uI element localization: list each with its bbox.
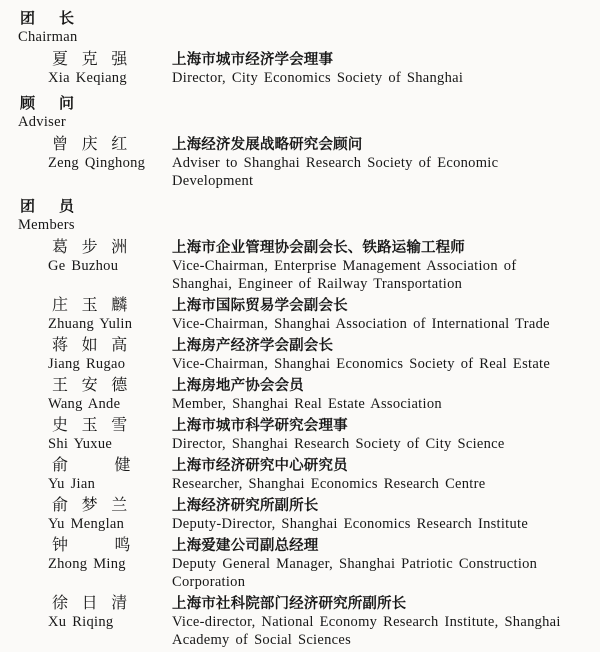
member-title-en: Vice-Chairman, Shanghai Association of International Trade <box>172 316 550 332</box>
member-name-zh: 徐 日 清 <box>52 595 133 612</box>
entry-name-column <box>0 537 172 573</box>
member-entry <box>0 537 594 591</box>
entry-title-column <box>172 297 577 333</box>
section-heading-zh: 顾 问 <box>20 96 79 112</box>
member-title-zh: 上海市企业管理协会副会长、铁路运输工程师 <box>172 240 465 256</box>
member-name-zh: 俞 健 <box>52 457 136 474</box>
member-entry <box>0 457 594 493</box>
member-title-en: Director, City Economics Society of Shanghai <box>172 70 464 86</box>
entry-title-column <box>172 497 577 533</box>
member-title-en: Deputy-Director, Shanghai Economics Research Institute <box>172 516 529 532</box>
member-name-en: Zhuang Yulin <box>48 316 133 332</box>
member-entry <box>0 497 594 533</box>
entry-name-column <box>0 136 172 172</box>
member-title-zh: 上海房产经济学会副会长 <box>172 338 334 354</box>
member-title-zh: 上海市社科院部门经济研究所副所长 <box>172 596 407 612</box>
entry-title-column <box>172 595 577 649</box>
member-name-en: Zeng Qinghong <box>48 155 146 171</box>
member-entry <box>0 337 594 373</box>
entry-title-column <box>172 457 577 493</box>
section-heading-zh: 团 员 <box>20 199 79 215</box>
section-heading-en: Adviser <box>18 114 66 130</box>
member-name-zh: 夏 克 强 <box>52 51 133 68</box>
member-name-en: Zhong Ming <box>48 556 126 572</box>
entry-name-column <box>0 457 172 493</box>
member-name-en: Jiang Rugao <box>48 356 126 372</box>
member-name-zh: 庄 玉 麟 <box>52 297 133 314</box>
member-title-en: Member, Shanghai Real Estate Association <box>172 396 442 412</box>
member-name-en: Xia Keqiang <box>48 70 127 86</box>
member-title-en: Researcher, Shanghai Economics Research Centre <box>172 476 486 492</box>
member-entry <box>0 417 594 453</box>
member-name-zh: 王 安 德 <box>52 377 133 394</box>
member-entry <box>0 377 594 413</box>
member-name-zh: 葛 步 洲 <box>52 239 133 256</box>
entry-name-column <box>0 377 172 413</box>
entry-name-column <box>0 297 172 333</box>
member-title-zh: 上海市经济研究中心研究员 <box>172 458 348 474</box>
entry-name-column <box>0 417 172 453</box>
member-title-en: Deputy General Manager, Shanghai Patriotic Construction Corporation <box>172 556 538 590</box>
section-heading-zh: 团 长 <box>20 11 79 27</box>
member-title-en: Vice-Chairman, Shanghai Economics Society of Real Estate <box>172 356 551 372</box>
member-name-en: Wang Ande <box>48 396 121 412</box>
member-entry <box>0 595 594 649</box>
member-title-zh: 上海房地产协会会员 <box>172 378 304 394</box>
member-entry <box>0 297 594 333</box>
member-title-zh: 上海经济研究所副所长 <box>172 498 319 514</box>
member-name-zh: 钟 鸣 <box>52 537 136 554</box>
member-title-zh: 上海市国际贸易学会副会长 <box>172 298 348 314</box>
member-name-en: Yu Jian <box>48 476 96 492</box>
member-title-en: Adviser to Shanghai Research Society of Economic Development <box>172 155 499 189</box>
entry-name-column <box>0 497 172 533</box>
entry-name-column <box>0 239 172 275</box>
entry-title-column <box>172 51 577 87</box>
member-title-en: Vice-director, National Economy Research Institute, Shanghai Academy of Social Sciences <box>172 614 561 648</box>
member-name-en: Shi Yuxue <box>48 436 113 452</box>
entry-name-column <box>0 595 172 631</box>
member-entry <box>0 239 594 293</box>
member-entry <box>0 51 594 87</box>
section-heading-en: Chairman <box>18 29 78 45</box>
member-name-zh: 蒋 如 高 <box>52 337 133 354</box>
member-title-zh: 上海市城市经济学会理事 <box>172 52 334 68</box>
entry-title-column <box>172 537 577 591</box>
section-heading-en: Members <box>18 217 75 233</box>
member-title-zh: 上海经济发展战略研究会顾问 <box>172 137 363 153</box>
member-title-zh: 上海市城市科学研究会理事 <box>172 418 348 434</box>
member-title-en: Director, Shanghai Research Society of City Science <box>172 436 505 452</box>
section-members <box>0 198 594 649</box>
entry-title-column <box>172 239 577 293</box>
entry-title-column <box>172 377 577 413</box>
member-title-en: Vice-Chairman, Enterprise Management Association of Shanghai, Engineer of Railway Transportation <box>172 258 517 292</box>
member-name-en: Xu Riqing <box>48 614 114 630</box>
entry-title-column <box>172 337 577 373</box>
section-chairman <box>0 10 594 87</box>
member-name-zh: 俞 梦 兰 <box>52 497 133 514</box>
member-entry <box>0 136 594 190</box>
section-adviser <box>0 95 594 190</box>
entry-title-column <box>172 417 577 453</box>
member-name-zh: 史 玉 雪 <box>52 417 133 434</box>
member-name-en: Yu Menglan <box>48 516 125 532</box>
entry-name-column <box>0 337 172 373</box>
entry-name-column <box>0 51 172 87</box>
member-name-en: Ge Buzhou <box>48 258 119 274</box>
entry-title-column <box>172 136 577 190</box>
member-title-zh: 上海爱建公司副总经理 <box>172 538 319 554</box>
member-name-zh: 曾 庆 红 <box>52 136 133 153</box>
